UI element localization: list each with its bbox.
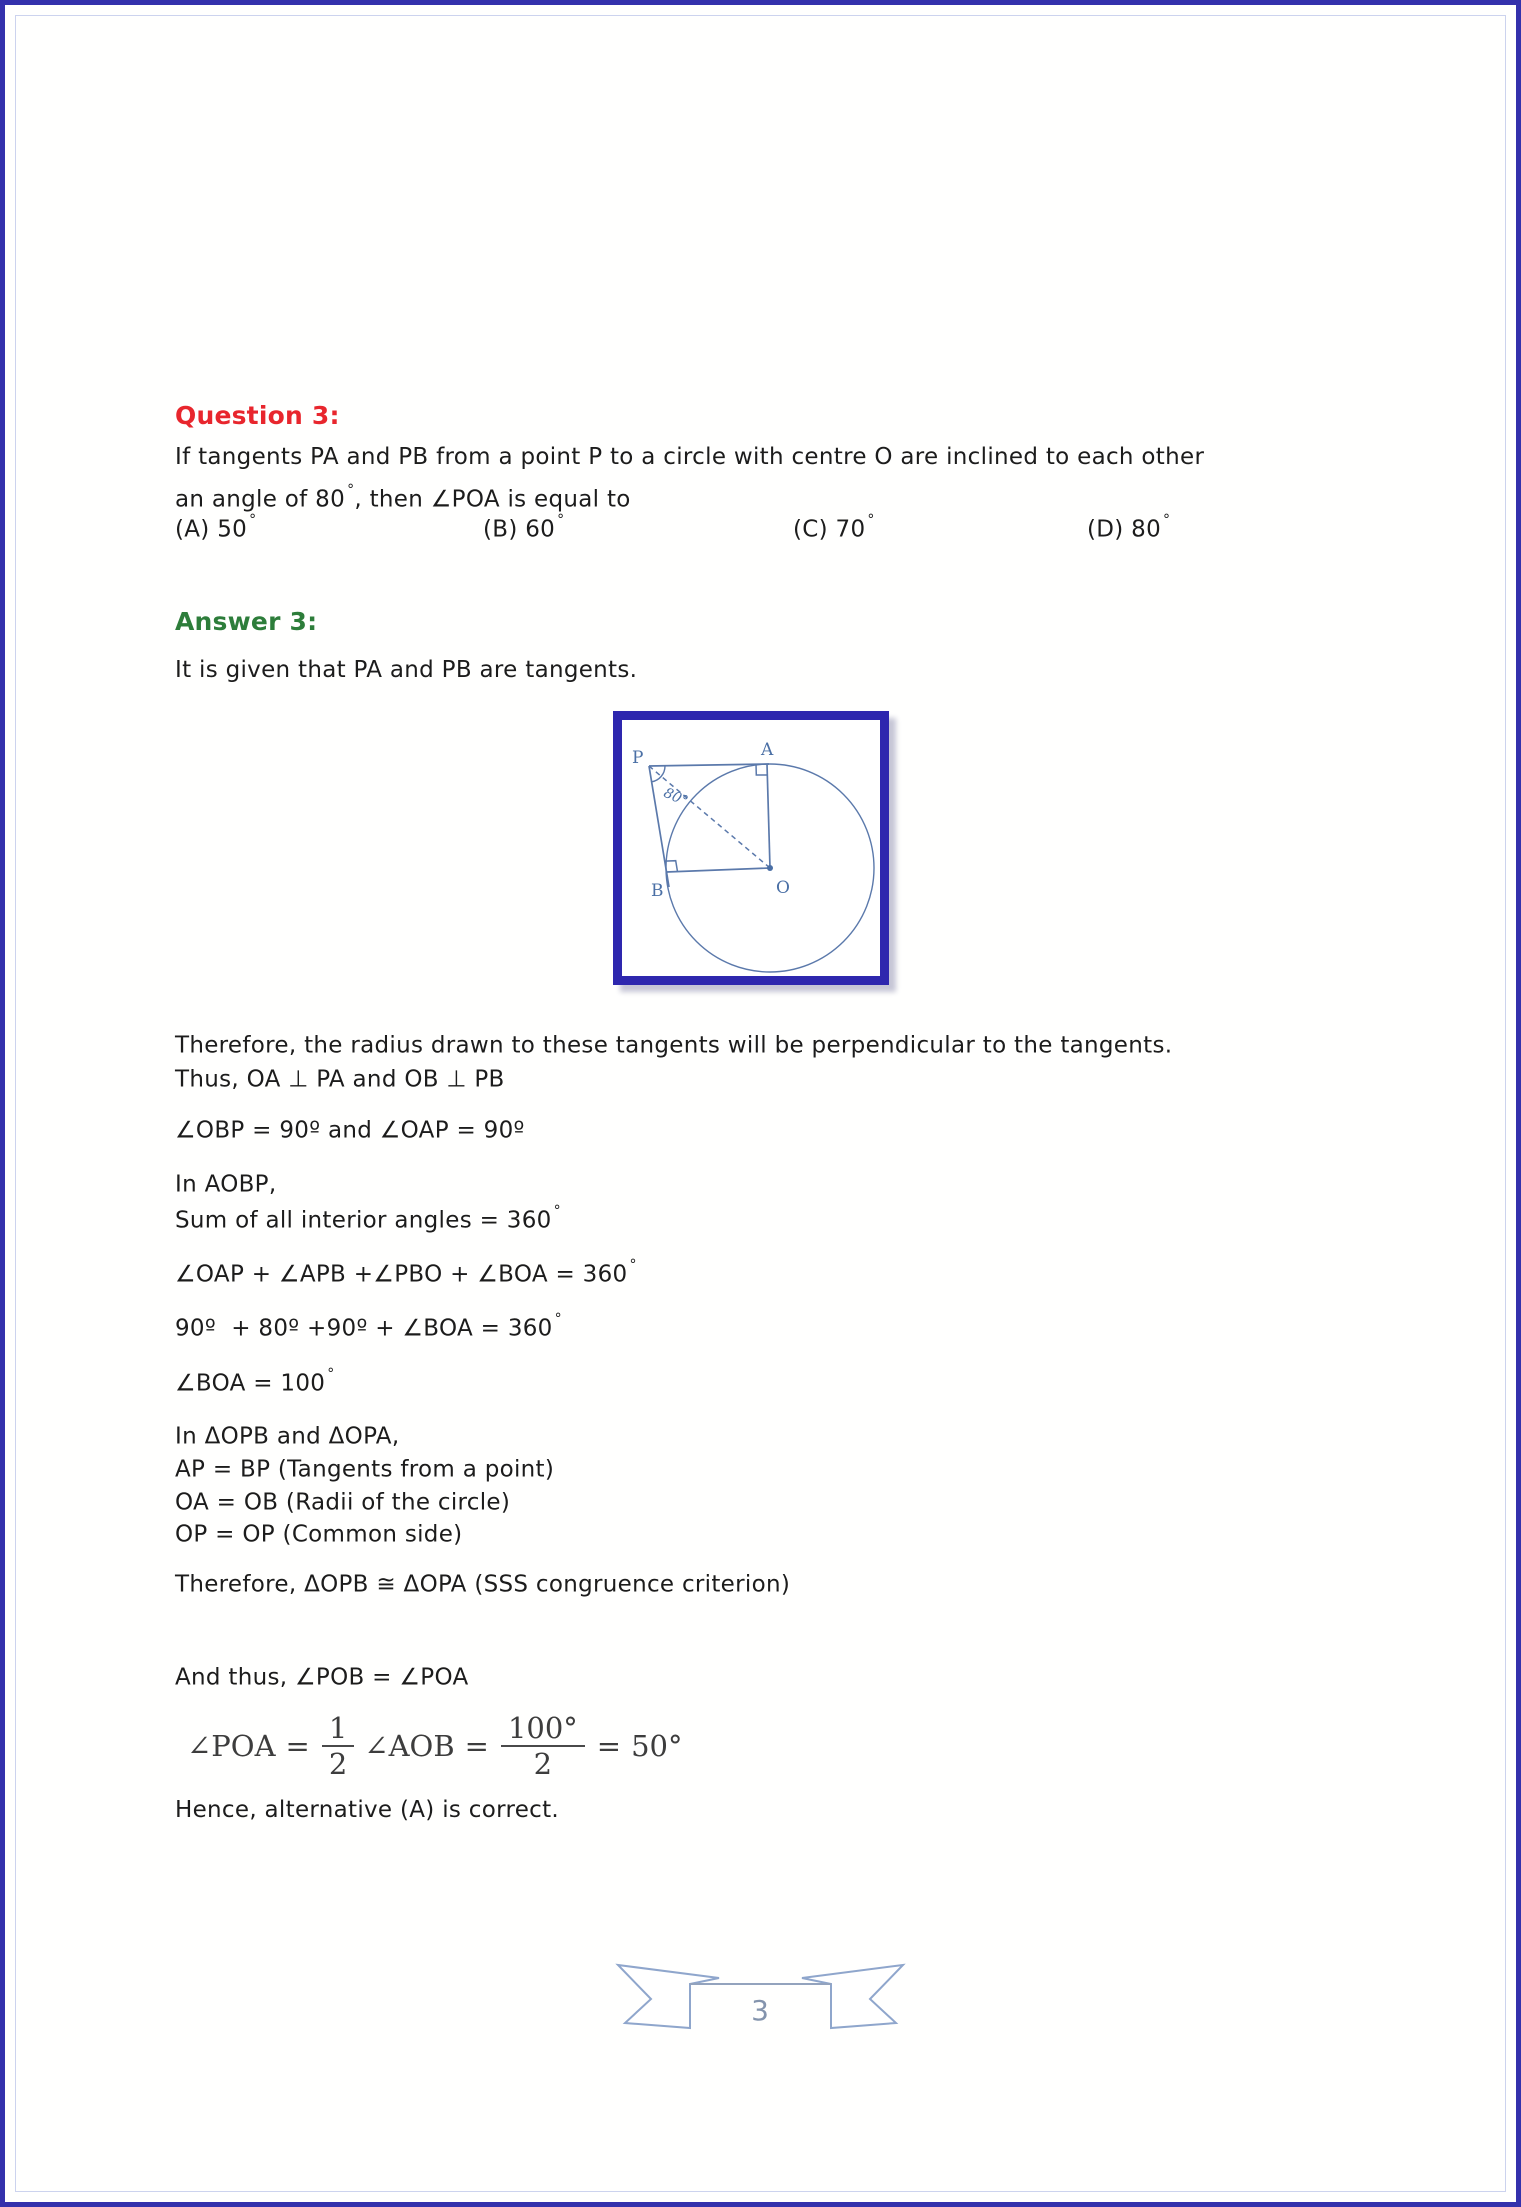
equals-sign: =: [285, 1729, 310, 1763]
question-line2-pre: an angle of 80: [175, 486, 346, 513]
question-line2-post: , then ∠POA is equal to: [354, 486, 631, 513]
fraction-one-half: [322, 1710, 354, 1781]
radius-oa: [767, 764, 770, 868]
angle-label-80: 80°: [661, 785, 691, 810]
degree-symbol: °: [629, 1257, 637, 1273]
label-b: B: [651, 881, 664, 901]
degree-symbol: °: [867, 512, 875, 528]
answer-step: [175, 1254, 637, 1290]
answer-step: [175, 1514, 464, 1550]
option-d: [1087, 512, 1171, 543]
fraction-numerator: 100°: [501, 1713, 585, 1747]
option-a-label: (A) 50: [175, 516, 248, 543]
answer-step: [175, 1164, 278, 1200]
answer-heading: Answer 3:: [175, 607, 318, 636]
step-text: In ΔOPB and ΔOPA,: [175, 1423, 400, 1450]
options-row: [0, 512, 1521, 556]
step-text: AP = BP (Tangents from a point): [175, 1456, 555, 1483]
fraction-denominator: 2: [533, 1747, 553, 1781]
option-c-label: (C) 70: [793, 516, 866, 543]
question-line-1: If tangents PA and PB from a point P to a circle with centre O are inclined to each other: [175, 444, 1205, 470]
step-text: And thus, ∠POB = ∠POA: [175, 1664, 469, 1691]
right-angle-mark-a: [756, 764, 767, 775]
fraction-denominator: 2: [328, 1747, 348, 1781]
option-a: [175, 512, 257, 543]
equation-result: 50°: [631, 1729, 683, 1763]
option-b-label: (B) 60: [483, 516, 556, 543]
degree-symbol: °: [347, 482, 355, 498]
page-inner-border: [15, 15, 1506, 2192]
answer-step: [175, 1059, 507, 1095]
equation-mid: ∠AOB: [364, 1729, 455, 1763]
question-line-2: [175, 479, 631, 515]
answer-step: [175, 1025, 1174, 1061]
option-d-label: (D) 80: [1087, 516, 1162, 543]
step-text: ∠OBP = 90º and ∠OAP = 90º: [175, 1117, 525, 1144]
question-heading: Question 3:: [175, 401, 340, 430]
answer-step: [175, 1363, 335, 1399]
answer-step: [175, 1449, 556, 1485]
step-text: OP = OP (Common side): [175, 1521, 463, 1548]
step-text: Thus, OA ⊥ PA and OB ⊥ PB: [175, 1066, 505, 1093]
step-text: ∠OAP + ∠APB +∠PBO + ∠BOA = 360: [175, 1261, 628, 1288]
answer-step: [175, 1564, 792, 1600]
conclusion-line: Hence, alternative (A) is correct.: [175, 1797, 560, 1823]
answer-step: [175, 1200, 561, 1236]
answer-step: [175, 1308, 562, 1344]
answer-step: [175, 1416, 401, 1452]
label-a: A: [761, 740, 774, 760]
step-text: Therefore, ΔOPB ≅ ΔOPA (SSS congruence criterion): [175, 1571, 791, 1598]
step-text: OA = OB (Radii of the circle): [175, 1489, 511, 1516]
degree-symbol: °: [553, 1203, 561, 1219]
page-number-ribbon: [603, 1956, 918, 2041]
step-text: Therefore, the radius drawn to these tangents will be perpendicular to the tangents.: [175, 1032, 1173, 1059]
step-text: ∠BOA = 100: [175, 1370, 326, 1397]
degree-symbol: °: [249, 512, 257, 528]
radius-ob: [667, 868, 771, 872]
geometry-figure-box: [613, 711, 889, 985]
degree-symbol: °: [327, 1366, 335, 1382]
label-o: O: [776, 878, 790, 898]
circle-tangent-diagram: [622, 720, 880, 976]
equals-sign: =: [596, 1729, 622, 1763]
answer-step: [175, 1657, 471, 1693]
answer-intro: It is given that PA and PB are tangents.: [175, 657, 638, 683]
fraction-numerator: 1: [322, 1713, 354, 1747]
tangent-line-pb: [649, 766, 669, 887]
step-text: 90º + 80º +90º + ∠BOA = 360: [175, 1315, 553, 1342]
ribbon-left-tail: [618, 1965, 719, 2028]
step-text: Sum of all interior angles = 360: [175, 1207, 552, 1234]
fraction-100-over-2: [501, 1710, 585, 1781]
label-p: P: [632, 748, 644, 768]
step-text: In AOBP,: [175, 1171, 277, 1198]
degree-symbol: °: [554, 1311, 562, 1327]
equals-sign: =: [464, 1729, 489, 1763]
degree-symbol: °: [557, 512, 565, 528]
degree-symbol: °: [1163, 512, 1171, 528]
answer-step: [175, 1110, 527, 1146]
ribbon-banner: [603, 1956, 918, 2041]
equation: [183, 1703, 687, 1789]
answer-step: [175, 1482, 512, 1518]
equation-lhs: ∠POA: [187, 1729, 276, 1763]
option-c: [793, 512, 875, 543]
center-dot-o: [767, 865, 773, 871]
ribbon-right-tail: [802, 1965, 903, 2028]
page-number: 3: [751, 1994, 769, 2027]
option-b: [483, 512, 565, 543]
